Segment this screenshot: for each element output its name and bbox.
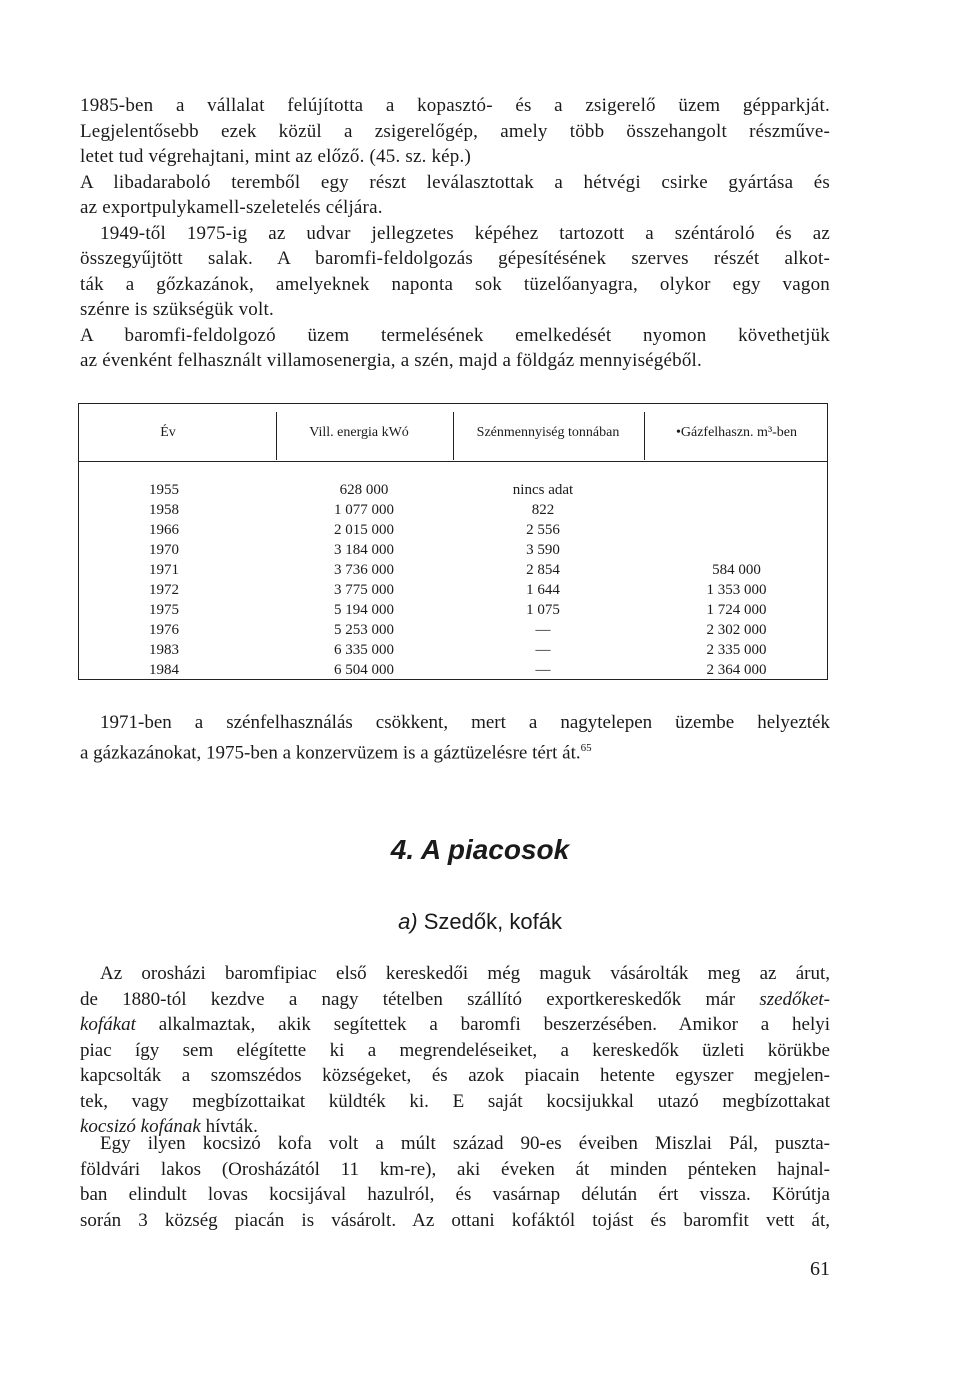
table-cell: 1955 (149, 482, 179, 498)
intro-paragraph (80, 93, 830, 374)
table-cell: 2 556 (526, 522, 560, 538)
italic-term: kofákat (80, 1014, 136, 1035)
table-cell: 3 184 000 (334, 542, 394, 558)
header-coal: Szénmennyiség tonnában (476, 424, 620, 440)
table-cell: 2 335 000 (706, 642, 767, 658)
table-cell (669, 540, 804, 560)
table-cell: 5 253 000 (334, 622, 394, 638)
table-cell: 5 194 000 (334, 602, 394, 618)
table-cell: 1972 (149, 582, 179, 598)
table-cell: 1976 (149, 622, 179, 638)
table-cell: 6 335 000 (334, 642, 394, 658)
text-line: A baromfi-feldolgozó üzem termelésének emelkedését nyomon követhetjük (80, 324, 830, 346)
text-line: során 3 község piacán is vásárolt. Az ottani kofáktól tojást és baromfit vett át, (80, 1209, 830, 1231)
table-cell: 1 353 000 (706, 582, 767, 598)
table-cell: 1970 (149, 542, 179, 558)
table-cell: — (535, 622, 551, 638)
table-cell: 1958 (149, 502, 179, 518)
text-line (80, 736, 830, 766)
table-cell: 1 075 (526, 602, 560, 618)
table-cell: — (535, 662, 551, 678)
table-cell: — (535, 642, 551, 658)
table-cell: 1984 (149, 662, 179, 678)
table-cell: 3 590 (526, 542, 560, 558)
text-line: 1971-ben a szénfelhasználás csökkent, mert a nagytelepen üzembe helyezték (100, 712, 830, 733)
text-line: 1985-ben a vállalat felújította a kopasztó- és a zsigerelő üzem gépparkját. (80, 95, 830, 116)
energy-column (304, 480, 424, 680)
text-line: összegyűjtött salak. A baromfi-feldolgozás gépesítésének szerves részét alkot- (80, 248, 830, 269)
text-line: az exportpulykamell-szeletelés céljára. (80, 197, 383, 218)
table-cell: 1983 (149, 642, 179, 658)
body-paragraph-2 (80, 1131, 830, 1233)
table-cell (669, 520, 804, 540)
table-cell: 2 302 000 (706, 622, 767, 638)
section-prefix: a) (398, 909, 418, 934)
text-line: tek, vagy megbízottaikat küldték ki. E saját kocsijukkal utazó megbízottakat (80, 1090, 830, 1112)
table-header (79, 404, 827, 462)
text-line: földvári lakos (Orosházától 11 km-re), aki éveken át minden pénteken hajnal- (80, 1158, 830, 1180)
text-line: Legjelentősebb ezek közül a zsigerelőgép, amely több összehangolt részműve- (80, 120, 830, 142)
table-cell: 1971 (149, 562, 179, 578)
text-line: A libadaraboló teremből egy részt leválasztottak a hétvégi csirke gyártása és (80, 171, 830, 193)
text-line: ban elindult lovas kocsijával hazulról, és vasárnap délután ért vissza. Körútja (80, 1184, 830, 1205)
table-cell (669, 480, 804, 500)
table-cell: 3 775 000 (334, 582, 394, 598)
table-cell: 2 364 000 (706, 662, 767, 678)
text-line: kapcsolták a szomszédos községeket, és azok piacain hetente egyszer megjelen- (80, 1065, 830, 1086)
text-line (80, 1012, 830, 1038)
year-column (119, 480, 209, 680)
text-line: ták a gőzkazánok, amelyeknek naponta sok tüzelőanyagra, olykor egy vagon (80, 273, 830, 295)
table-cell: 1 724 000 (706, 602, 767, 618)
table-cell: 1 644 (526, 582, 560, 598)
after-table-paragraph (80, 710, 830, 765)
text-span: hívták. (205, 1116, 258, 1137)
text-line: letet tud végrehajtani, mint az előző. (45. sz. kép.) (80, 146, 471, 167)
consumption-table (78, 403, 828, 680)
table-cell: 1975 (149, 602, 179, 618)
text-line (80, 987, 830, 1013)
page-number: 61 (810, 1258, 830, 1280)
chapter-title: 4. A piacosok (390, 834, 570, 865)
header-gas: •Gázfelhaszn. m³-ben (675, 424, 798, 440)
section-title-text: Szedők, kofák (423, 909, 562, 934)
text-line: piac így sem elégítette ki a megrendeléseiket, a kereskedők üzleti körükbe (80, 1039, 830, 1061)
table-cell: 6 504 000 (334, 662, 394, 678)
table-cell: 822 (531, 502, 555, 518)
table-cell: 628 000 (339, 482, 389, 498)
table-cell: 3 736 000 (334, 562, 394, 578)
text-line: Egy ilyen kocsizó kofa volt a múlt század 90-es éveiben Miszlai Pál, puszta- (100, 1133, 830, 1154)
table-cell: 1 077 000 (334, 502, 394, 518)
text-line: az évenként felhasznált villamosenergia, a szén, majd a földgáz mennyiségéből. (80, 350, 702, 371)
text-line: Az orosházi baromfipiac első kereskedői még maguk vásárolták meg az árut, (100, 963, 830, 984)
text-line: 1949-től 1975-ig az udvar jellegzetes képéhez tartozott a széntároló és az (100, 222, 830, 244)
table-cell: 2 854 (526, 562, 560, 578)
text-span: de 1880-tól kezdve a nagy tételben szállító exportkereskedők már (80, 988, 736, 1010)
gas-column (669, 480, 804, 680)
italic-term: kocsizó kofának (80, 1116, 201, 1137)
table-cell: nincs adat (512, 482, 574, 498)
table-cell: 584 000 (712, 562, 761, 578)
coal-column (483, 480, 603, 680)
text-span: a gázkazánokat, 1975-ben a konzervüzem is a gáztüzelésre tért át. (80, 741, 581, 763)
table-cell (669, 500, 804, 520)
footnote-ref: 65 (580, 741, 592, 754)
header-year: Év (160, 424, 176, 440)
body-paragraph-1 (80, 961, 830, 1140)
text-line: szénre is szükségük volt. (80, 299, 274, 320)
section-title (0, 909, 960, 935)
header-energy: Vill. energia kWó (309, 424, 409, 440)
table-cell: 2 015 000 (334, 522, 394, 538)
italic-term: szedőket- (759, 988, 831, 1010)
text-span: alkalmaztak, akik segítettek a baromfi beszerzésében. Amikor a helyi (158, 1014, 830, 1035)
table-cell: 1966 (149, 522, 179, 538)
